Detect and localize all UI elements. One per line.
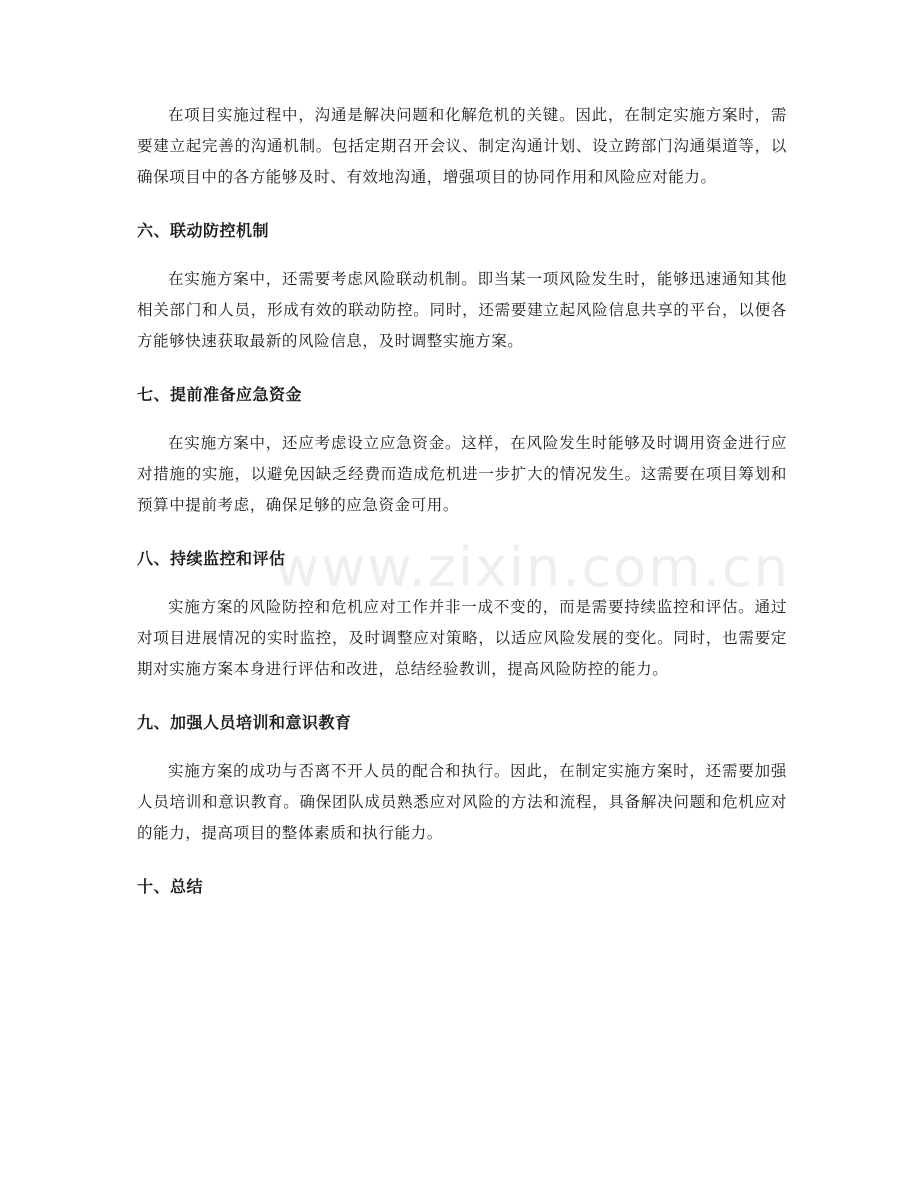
heading-summary: 十、总结 (137, 877, 204, 896)
heading-monitoring-evaluation: 八、持续监控和评估 (137, 549, 286, 568)
heading-linkage-control: 六、联动防控机制 (137, 221, 270, 240)
document-body (137, 100, 790, 899)
heading-training-education: 九、加强人员培训和意识教育 (137, 713, 352, 732)
paragraph-emergency-funds: 在实施方案中，还应考虑设立应急资金。这样，在风险发生时能够及时调用资金进行应对措施的实施，以避免因缺乏经费而造成危机进一步扩大的情况发生。这需要在项目筹划和预算中提前考虑，确保足够的应急资金可用。 (137, 434, 787, 514)
heading-emergency-funds: 七、提前准备应急资金 (137, 385, 303, 404)
watermark: www.zixin.com.cn (275, 536, 790, 599)
paragraph-monitoring-evaluation: 实施方案的风险防控和危机应对工作并非一成不变的，而是需要持续监控和评估。通过对项目进展情况的实时监控，及时调整应对策略，以适应风险发展的变化。同时，也需要定期对实施方案本身进行评估和改进，总结经验教训，提高风险防控的能力。 (137, 598, 787, 678)
paragraph-training-education: 实施方案的成功与否离不开人员的配合和执行。因此，在制定实施方案时，还需要加强人员培训和意识教育。确保团队成员熟悉应对风险的方法和流程，具备解决问题和危机应对的能力，提高项目的整体素质和执行能力。 (137, 762, 787, 842)
paragraph-communication: 在项目实施过程中，沟通是解决问题和化解危机的关键。因此，在制定实施方案时，需要建立起完善的沟通机制。包括定期召开会议、制定沟通计划、设立跨部门沟通渠道等，以确保项目中的各方能够及时、有效地沟通，增强项目的协同作用和风险应对能力。 (137, 106, 787, 186)
paragraph-linkage-control: 在实施方案中，还需要考虑风险联动机制。即当某一项风险发生时，能够迅速通知其他相关部门和人员，形成有效的联动防控。同时，还需要建立起风险信息共享的平台，以便各方能够快速获取最新的风险信息，及时调整实施方案。 (137, 270, 787, 350)
